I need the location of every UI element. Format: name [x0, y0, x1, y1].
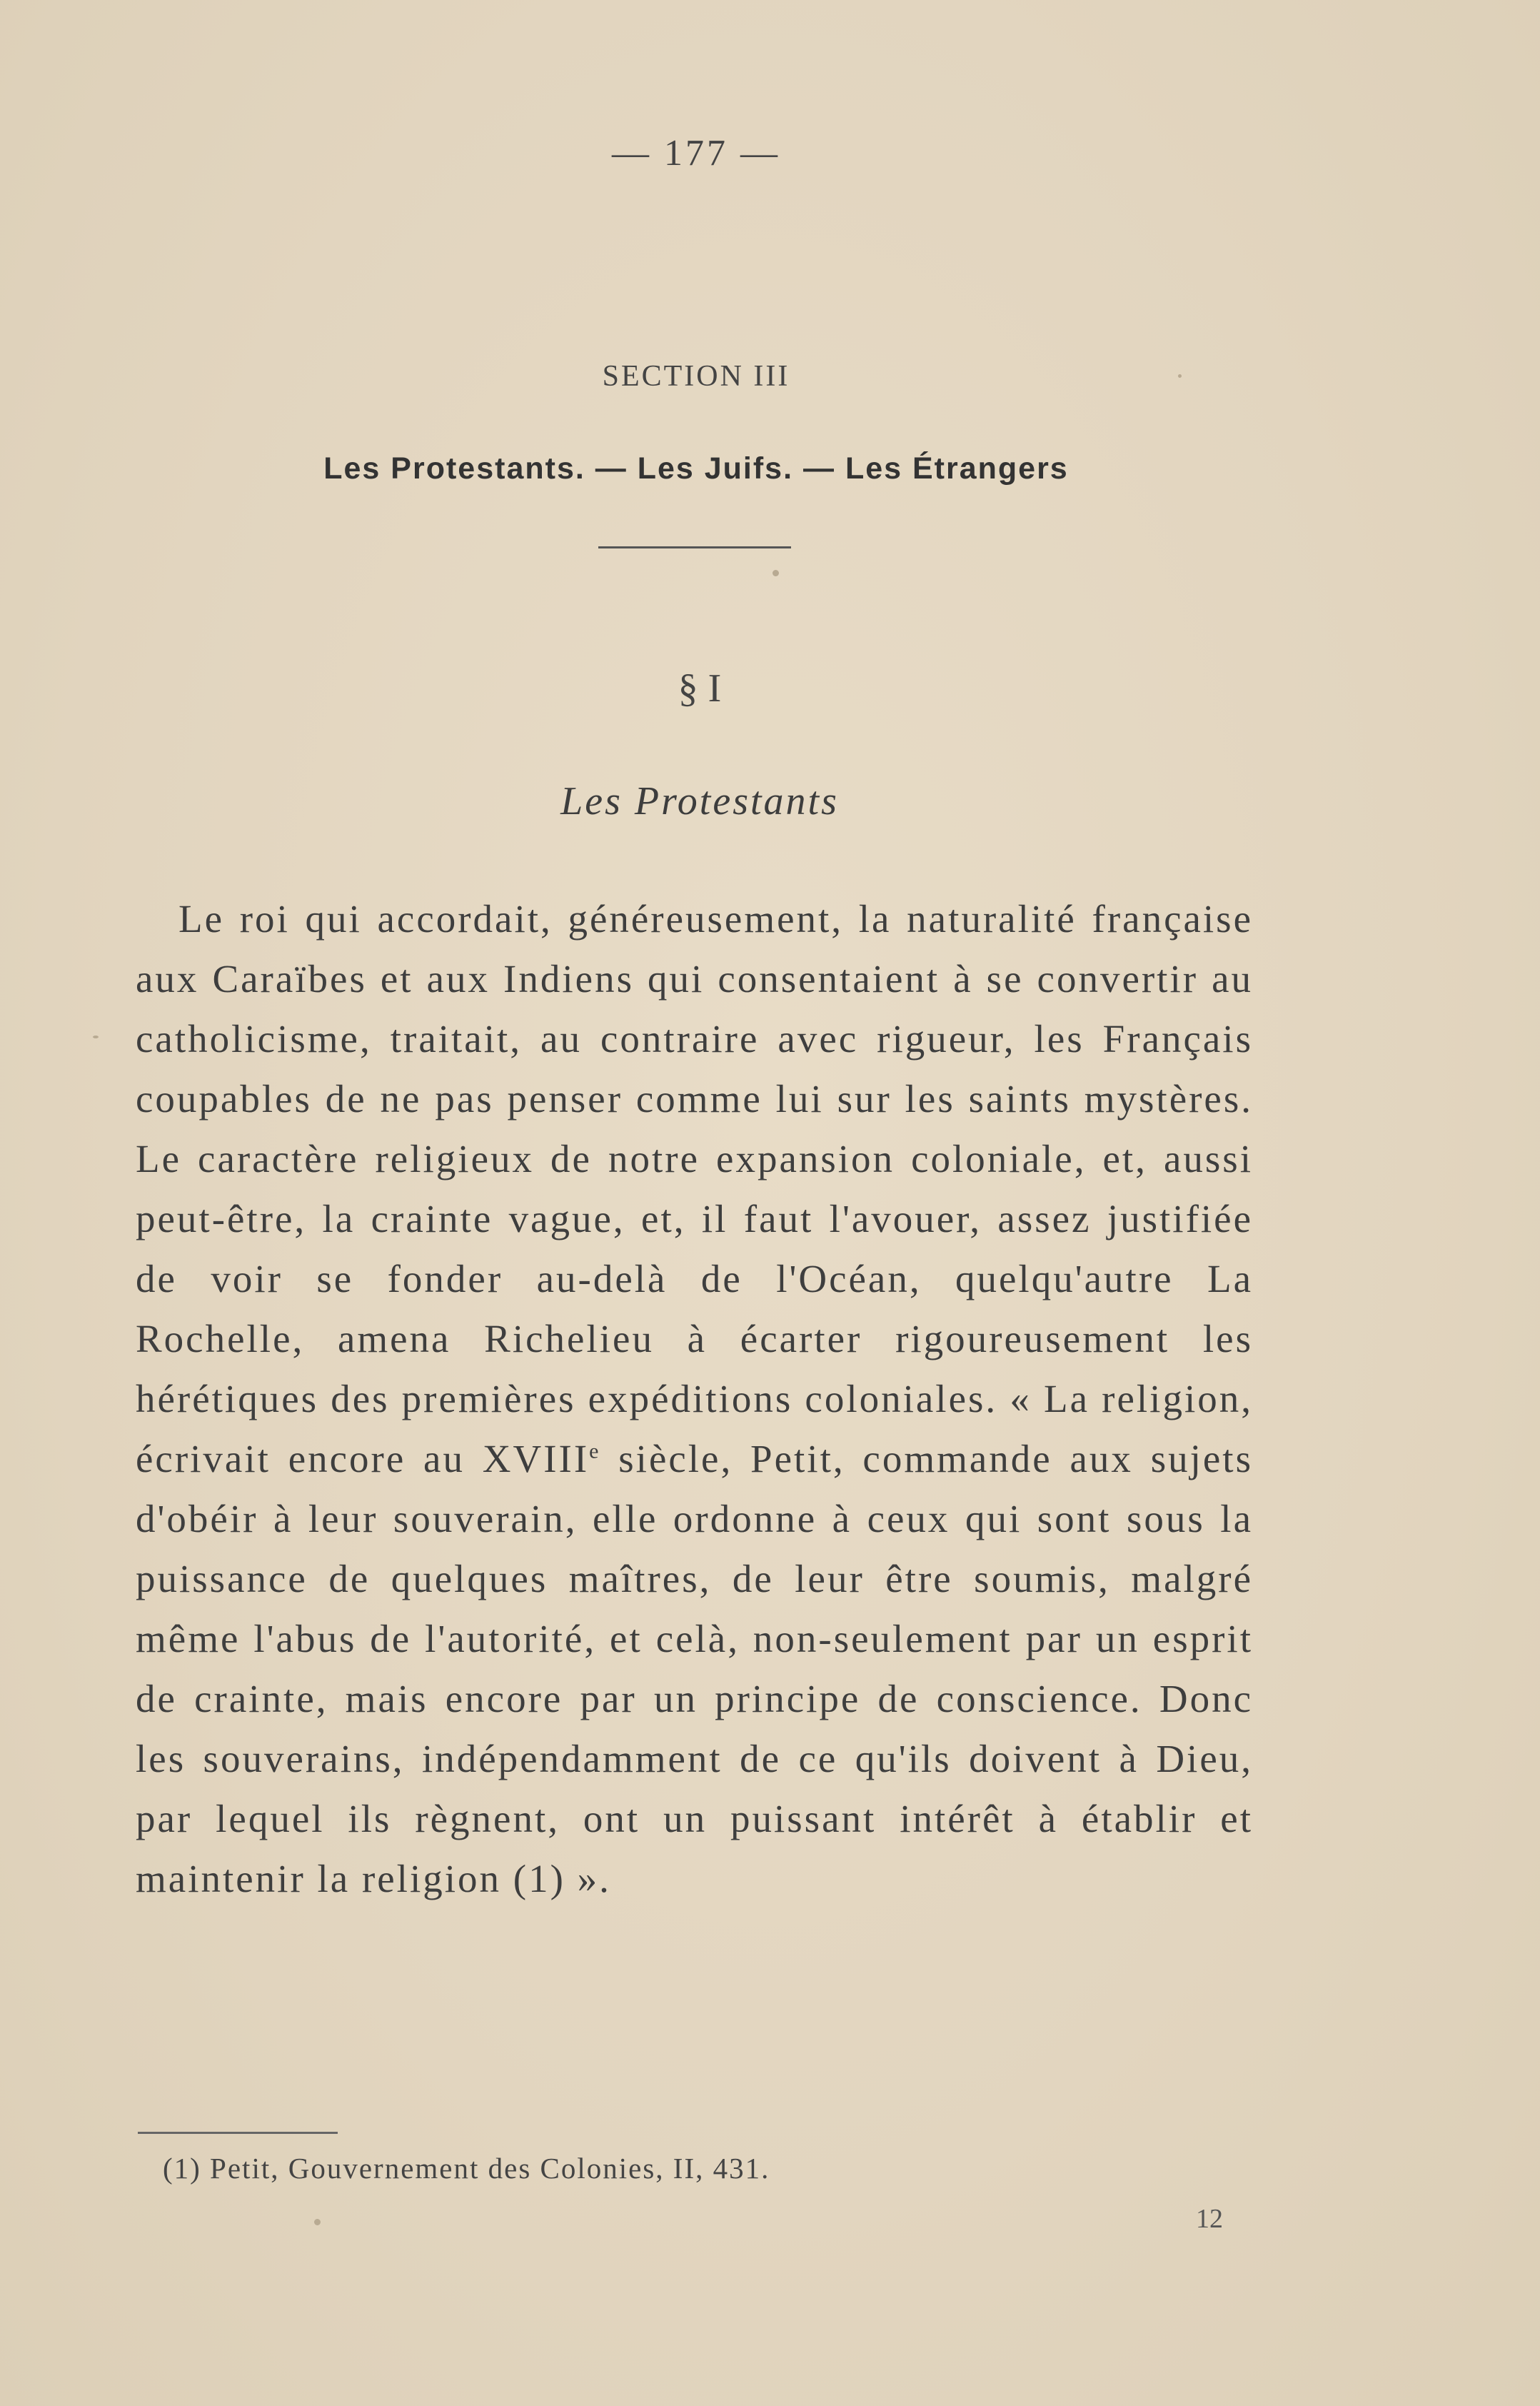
body-text-part-2: siècle, Petit, commande aux sujets d'obéir à leur souverain, elle ordonne à ceux qui sont sous la puissance de quelques maîtres, de leur être soumis, malgré même l'abus de l'autorité, et celà, non-seulement par un esprit de crainte, mais encore par un principe de conscience. Donc les souverains, indépendamment de ce qu'ils doivent à Dieu, par lequel ils règnent, ont un puissant intérêt à établir et maintenir la religion (1) ».: [136, 1437, 1253, 1900]
body-text-part-1: Le roi qui accordait, généreusement, la naturalité française aux Caraïbes et aux Indiens qui consentaient à se convertir au catholicisme, traitait, au contraire avec rigueur, les Français coupables de ne pas penser comme lui sur les saints mystères. Le caractère religieux de notre expansion coloniale, et, aussi peut-être, la crainte vague, et, il faut l'avouer, assez justifiée de voir se fonder au-delà de l'Océan, quelqu'autre La Rochelle, amena Richelieu à écarter rigoureusement les hérétiques des premières expéditions coloniales. « La religion, écrivait encore au XVIII: [136, 897, 1253, 1480]
century-superscript: e: [589, 1439, 601, 1463]
title-divider: [598, 546, 791, 548]
section-label: SECTION III: [602, 360, 790, 393]
paper-speck: [314, 2219, 321, 2225]
paragraph-number: § I: [678, 666, 722, 711]
subsection-title: Les Protestants: [560, 779, 839, 823]
footnote: (1) Petit, Gouvernement des Colonies, II, 431.: [163, 2152, 770, 2185]
paper-speck: [93, 1036, 99, 1038]
paper-speck: [772, 570, 779, 576]
paper-speck: [1178, 374, 1182, 378]
footnote-divider: [138, 2132, 338, 2134]
signature-mark: 12: [1196, 2204, 1223, 2234]
body-paragraph: [136, 889, 1253, 1909]
section-title: Les Protestants. — Les Juifs. — Les Étrangers: [323, 451, 1069, 486]
page-number: — 177 —: [612, 133, 780, 174]
